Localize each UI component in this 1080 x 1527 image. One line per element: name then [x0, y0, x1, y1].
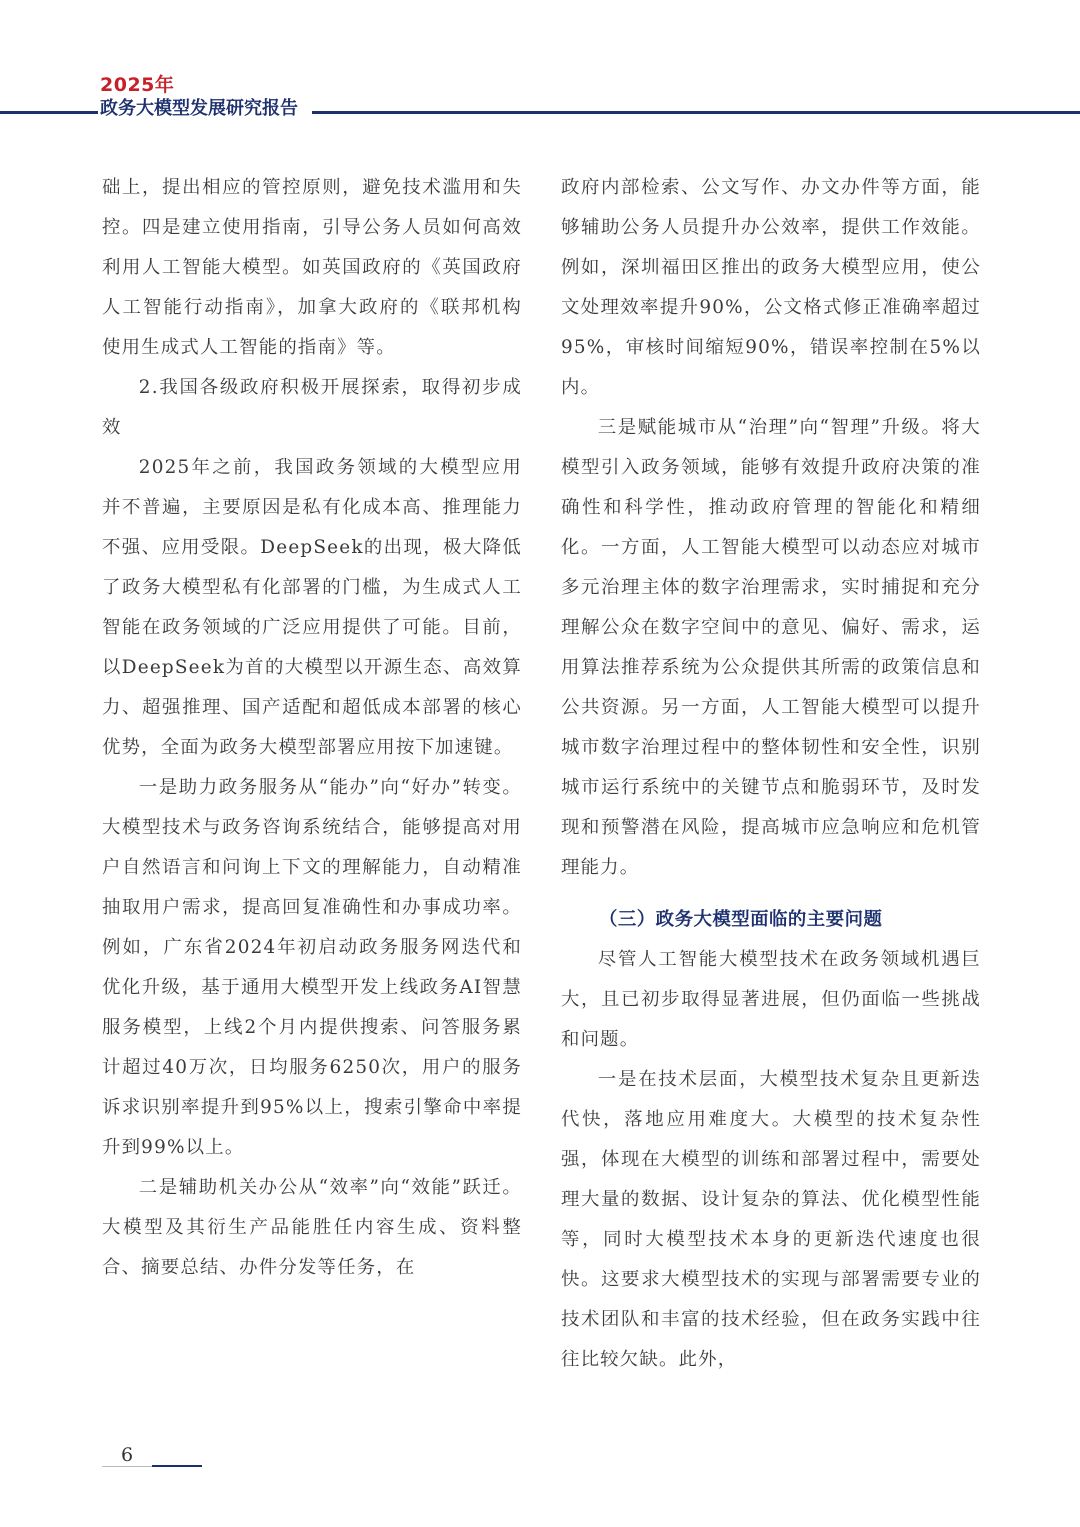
- paragraph: 础上，提出相应的管控原则，避免技术滥用和失控。四是建立使用指南，引导公务人员如何高效利用人工智能大模型。如英国政府的《英国政府人工智能行动指南》，加拿大政府的《联邦机构使用生成式人工智能的指南》等。: [102, 177, 522, 358]
- page-header: [0, 0, 1080, 130]
- paragraph: 2025年之前，我国政务领域的大模型应用并不普遍，主要原因是私有化成本高、推理能力不强、应用受限。DeepSeek的出现，极大降低了政务大模型私有化部署的门槛，为生成式人工智能在政务领域的广泛应用提供了可能。目前，以DeepSeek为首的大模型以开源生态、高效算力、超强推理、国产适配和超低成本部署的核心优势，全面为政务大模型部署应用按下加速键。: [102, 457, 522, 758]
- right-column: [561, 168, 981, 1380]
- paragraph: 二是辅助机关办公从“效率”向“效能”跃迁。大模型及其衍生产品能胜任内容生成、资料整合、摘要总结、办件分发等任务，在: [102, 1177, 522, 1278]
- header-rule-left: [0, 111, 98, 114]
- page-number: 6: [121, 1444, 134, 1466]
- left-column: [102, 168, 522, 1288]
- paragraph: 政府内部检索、公文写作、办文办件等方面，能够辅助公务人员提升办公效率，提供工作效能。例如，深圳福田区推出的政务大模型应用，使公文处理效率提升90%，公文格式修正准确率超过95%，审核时间缩短90%，错误率控制在5%以内。: [561, 177, 981, 398]
- header-title: 政务大模型发展研究报告: [100, 98, 298, 119]
- paragraph: 一是在技术层面，大模型技术复杂且更新迭代快，落地应用难度大。大模型的技术复杂性强，体现在大模型的训练和部署过程中，需要处理大量的数据、设计复杂的算法、优化模型性能等，同时大模型技术本身的更新迭代速度也很快。这要求大模型技术的实现与部署需要专业的技术团队和丰富的技术经验，但在政务实践中往往比较欠缺。此外，: [561, 1069, 981, 1370]
- subheading: 2.我国各级政府积极开展探索，取得初步成效: [102, 377, 522, 438]
- header-year: 2025年: [100, 74, 175, 96]
- header-rule-right: [312, 111, 1080, 114]
- paragraph: 一是助力政务服务从“能办”向“好办”转变。大模型技术与政务咨询系统结合，能够提高对用户自然语言和问询上下文的理解能力，自动精准抽取用户需求，提高回复准确性和办事成功率。例如，广东省2024年初启动政务服务网迭代和优化升级，基于通用大模型开发上线政务AI智慧服务模型，上线2个月内提供搜索、问答服务累计超过40万次，日均服务6250次，用户的服务诉求识别率提升到95%以上，搜索引擎命中率提升到99%以上。: [102, 777, 522, 1158]
- paragraph: 三是赋能城市从“治理”向“智理”升级。将大模型引入政务领域，能够有效提升政府决策的准确性和科学性，推动政府管理的智能化和精细化。一方面，人工智能大模型可以动态应对城市多元治理主体的数字治理需求，实时捕捉和充分理解公众在数字空间中的意见、偏好、需求，运用算法推荐系统为公众提供其所需的政策信息和公共资源。另一方面，人工智能大模型可以提升城市数字治理过程中的整体韧性和安全性，识别城市运行系统中的关键节点和脆弱环节，及时发现和预警潜在风险，提高城市应急响应和危机管理能力。: [561, 417, 981, 878]
- footer-rule: [102, 1466, 152, 1467]
- paragraph: 尽管人工智能大模型技术在政务领域机遇巨大，且已初步取得显著进展，但仍面临一些挑战和问题。: [561, 949, 981, 1050]
- footer-rule-accent: [152, 1465, 202, 1467]
- section-heading: （三）政务大模型面临的主要问题: [599, 909, 883, 930]
